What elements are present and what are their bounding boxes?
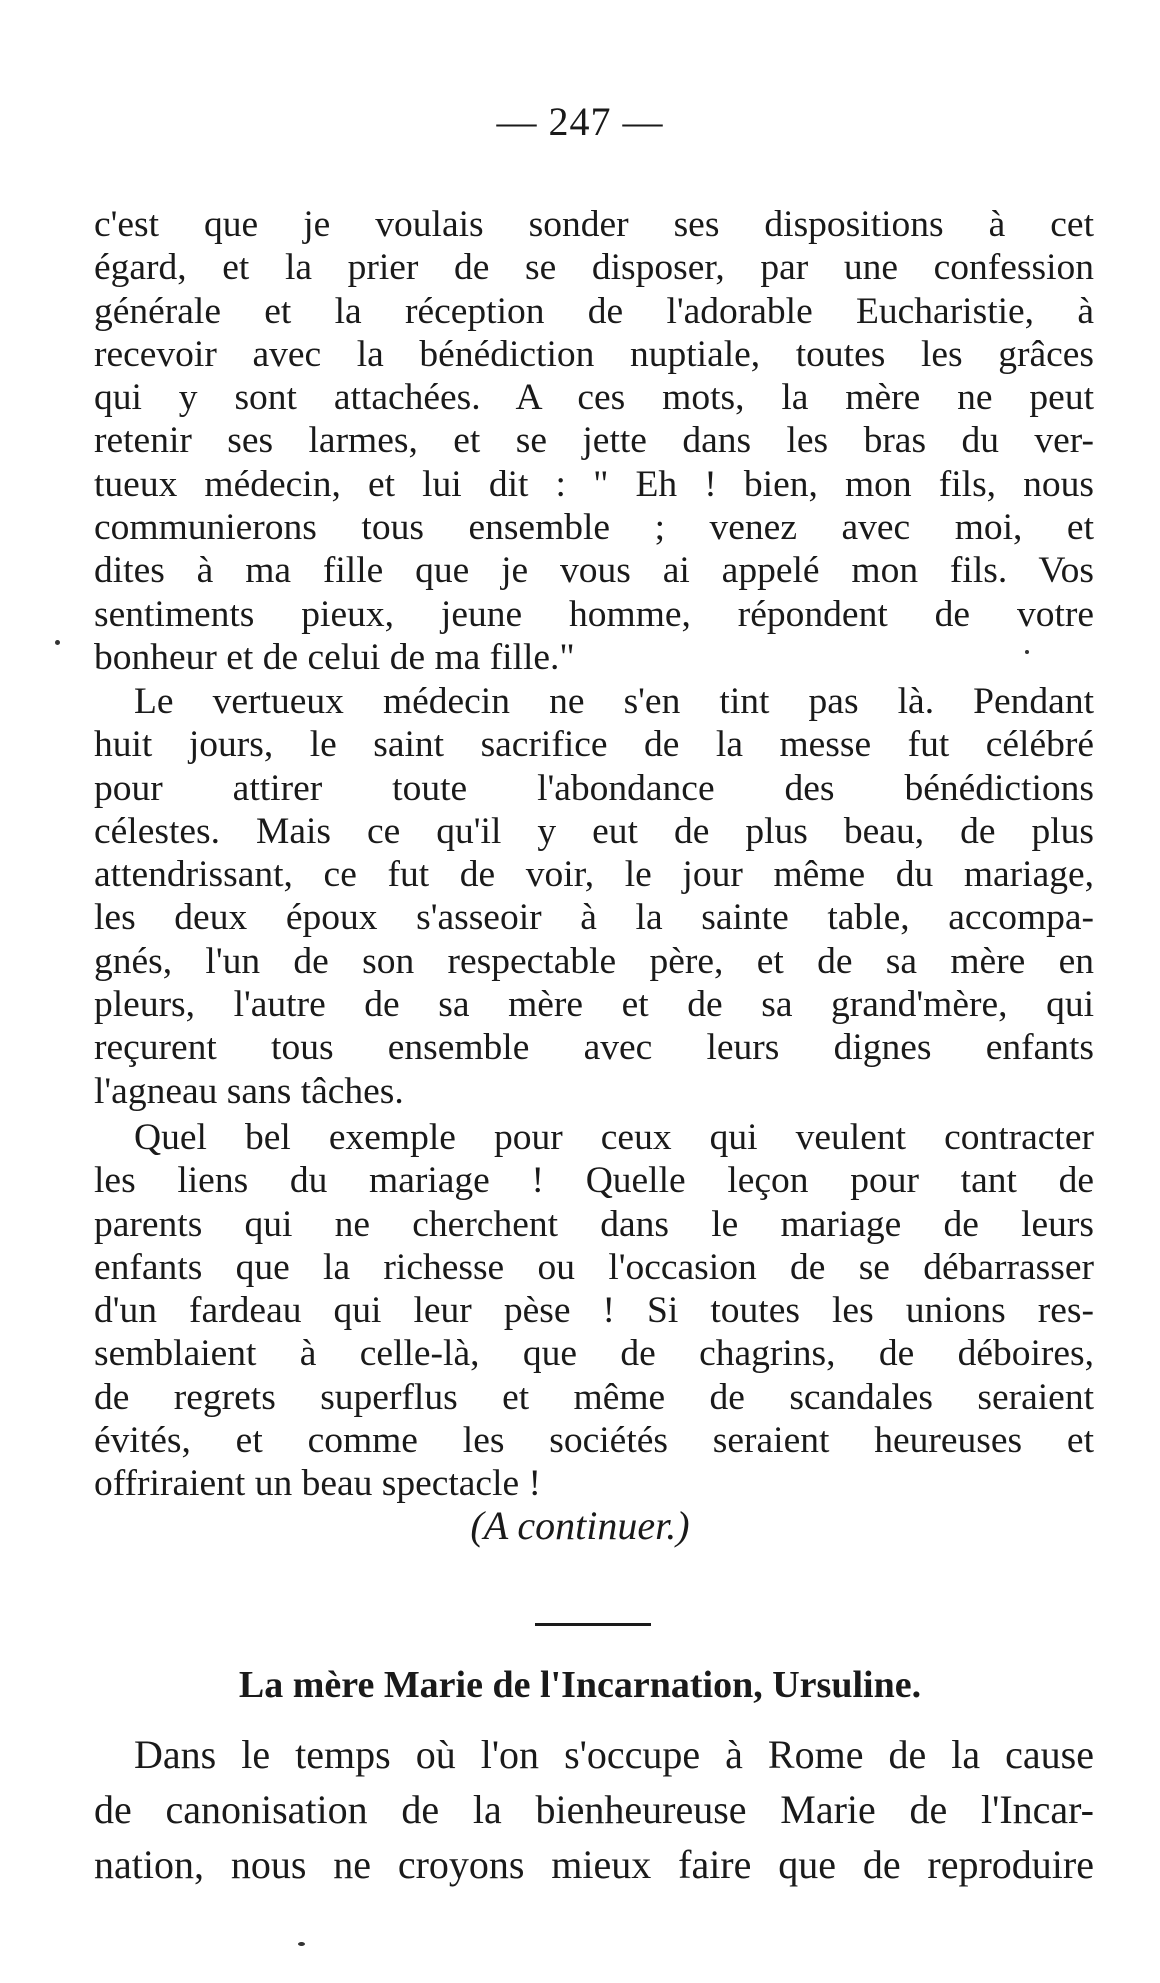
paragraph-4 <box>94 1727 1094 1892</box>
paragraph-1-line: recevoir avec la bénédiction nuptiale, toutes les grâces <box>94 333 1094 375</box>
paragraph-3-line: parents qui ne cherchent dans le mariage de leurs <box>94 1203 1094 1245</box>
page-number: — 247 — <box>496 99 664 144</box>
paragraph-1-line: tueux médecin, et lui dit : " Eh ! bien, mon fils, nous <box>94 463 1094 505</box>
paragraph-1-line: sentiments pieux, jeune homme, répondent de votre <box>94 593 1094 635</box>
paragraph-2-line: Le vertueux médecin ne s'en tint pas là. Pendant <box>134 681 1094 722</box>
paragraph-4-line: Dans le temps où l'on s'occupe à Rome de la cause <box>134 1732 1094 1777</box>
paragraph-1-line: dites à ma fille que je vous ai appelé mon fils. Vos <box>94 550 1094 592</box>
paragraph-3-line: offriraient un beau spectacle ! <box>94 1463 541 1505</box>
paragraph-1-line: communierons tous ensemble ; venez avec moi, et <box>94 507 1094 549</box>
paragraph-2-line: huit jours, le saint sacrifice de la messe fut célébré <box>94 724 1094 766</box>
print-speck <box>298 1942 305 1946</box>
paragraph-3-line: évités, et comme les sociétés seraient heureuses et <box>94 1420 1094 1462</box>
paragraph-2-line: l'agneau sans tâches. <box>94 1070 404 1112</box>
paragraph-2-line: gnés, l'un de son respectable père, et de sa mère en <box>94 940 1094 982</box>
paragraph-4-line: nation, nous ne croyons mieux faire que de reproduire <box>94 1842 1094 1887</box>
print-speck <box>1025 650 1029 654</box>
paragraph-1-line: qui y sont attachées. A ces mots, la mère ne peut <box>94 377 1094 419</box>
paragraph-3-line: enfants que la richesse ou l'occasion de se débarrasser <box>94 1246 1094 1288</box>
print-speck <box>55 640 60 645</box>
paragraph-2-line: attendrissant, ce fut de voir, le jour même du mariage, <box>94 854 1094 896</box>
paragraph-4-line: de canonisation de la bienheureuse Marie de l'Incar- <box>94 1787 1094 1832</box>
paragraph-1-line: c'est que je voulais sonder ses dispositions à cet <box>94 204 1094 245</box>
paragraph-3-line: semblaient à celle-là, que de chagrins, de déboires, <box>94 1333 1094 1375</box>
paragraph-2-line: reçurent tous ensemble avec leurs dignes enfants <box>94 1027 1094 1069</box>
section-divider <box>535 1623 651 1626</box>
paragraph-2-line: pour attirer toute l'abondance des bénédictions <box>94 767 1094 809</box>
paragraph-2-line: les deux époux s'asseoir à la sainte table, accompa- <box>94 897 1094 939</box>
paragraph-2-line: célestes. Mais ce qu'il y eut de plus beau, de plus <box>94 810 1094 852</box>
section-heading: La mère Marie de l'Incarnation, Ursuline. <box>238 1664 922 1706</box>
paragraph-1-line: générale et la réception de l'adorable Eucharistie, à <box>94 290 1094 332</box>
paragraph-3-line: les liens du mariage ! Quelle leçon pour tant de <box>94 1160 1094 1202</box>
paragraph-3-line: d'un fardeau qui leur pèse ! Si toutes les unions res- <box>94 1290 1094 1332</box>
paragraph-2-line: pleurs, l'autre de sa mère et de sa grand'mère, qui <box>94 984 1094 1026</box>
paragraph-1-line: égard, et la prier de se disposer, par une confession <box>94 247 1094 289</box>
continuation-note: (A continuer.) <box>470 1503 690 1548</box>
paragraph-1-line: retenir ses larmes, et se jette dans les bras du ver- <box>94 420 1094 462</box>
paragraph-3 <box>94 1116 1094 1506</box>
paragraph-2 <box>94 680 1094 1113</box>
paragraph-1 <box>94 203 1094 679</box>
paragraph-1-line: bonheur et de celui de ma fille." <box>94 636 575 678</box>
paragraph-3-line: de regrets superflus et même de scandales seraient <box>94 1376 1094 1418</box>
paragraph-3-line: Quel bel exemple pour ceux qui veulent contracter <box>134 1117 1094 1158</box>
